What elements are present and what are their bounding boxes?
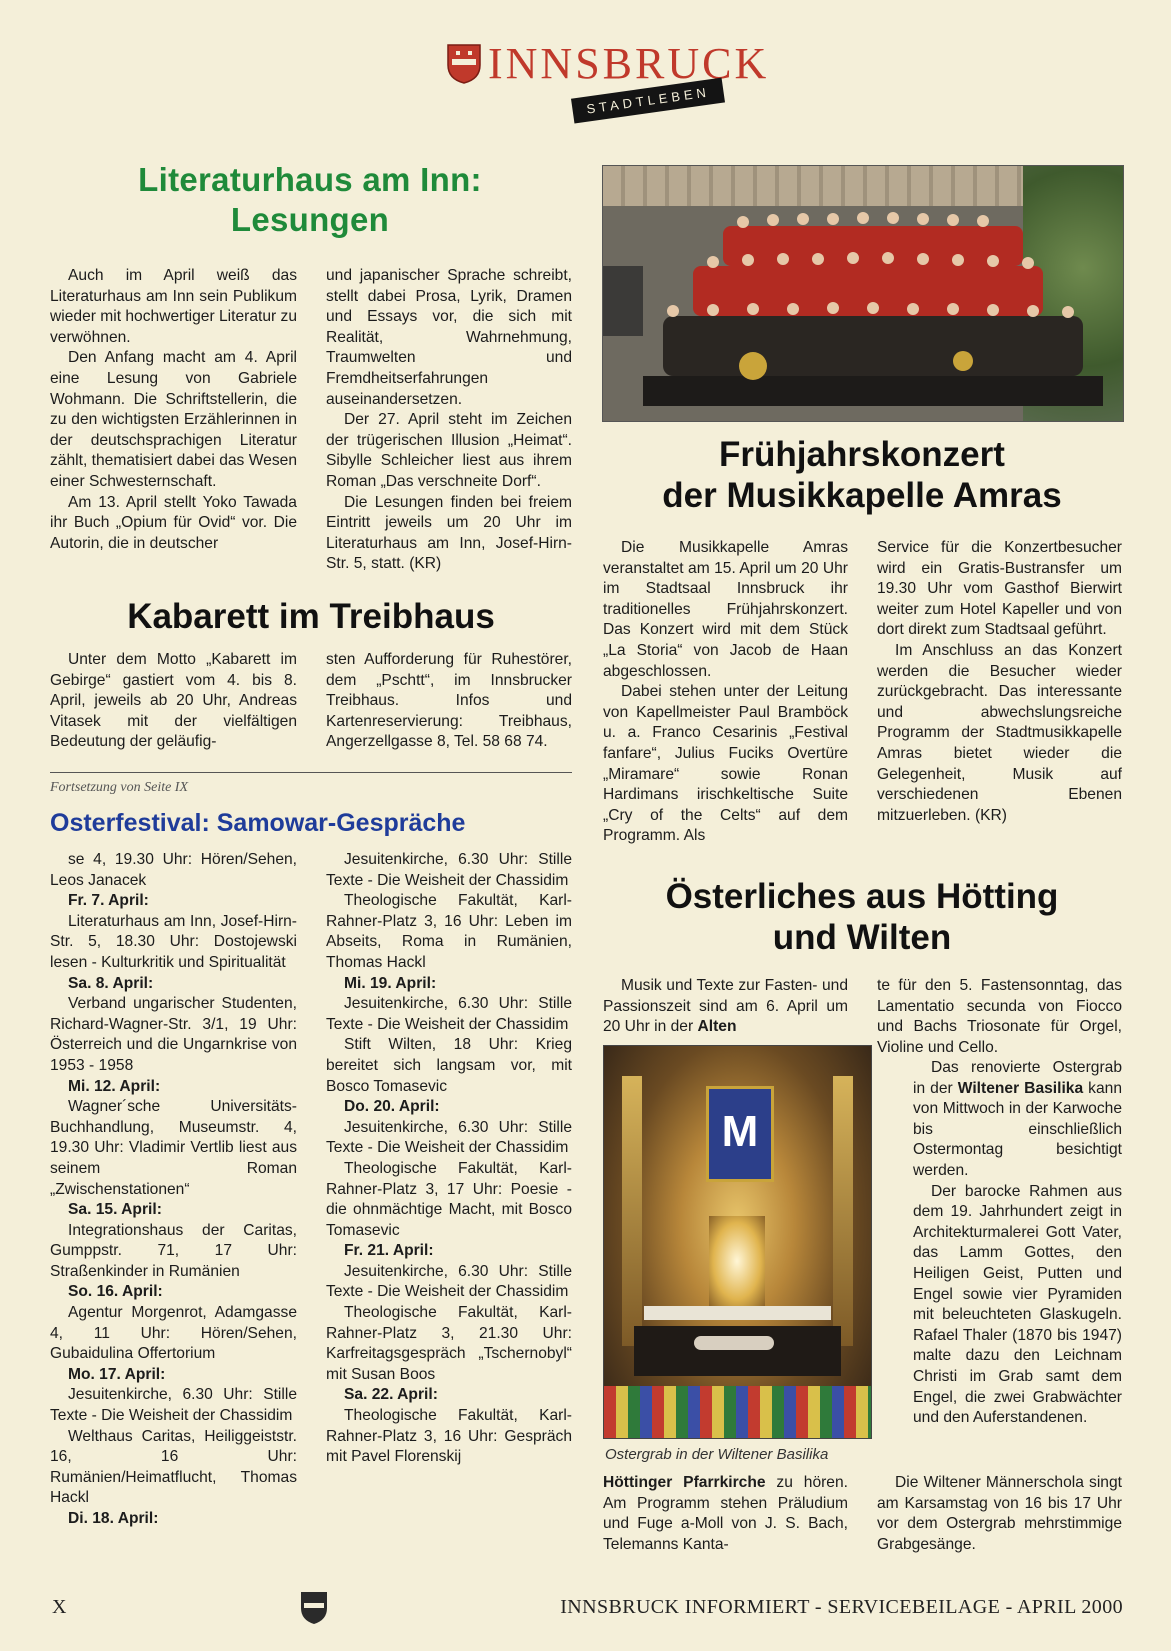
event-entry: Integrationshaus der Caritas, Gumppstr. 71, 17 Uhr: Straßenkinder in Rumänien	[50, 1221, 297, 1280]
event-entry: Stift Wilten, 18 Uhr: Krieg bereitet sich langsam vor, mit Bosco Tomasevic	[326, 1036, 572, 1095]
paragraph: Der 27. April steht im Zeichen der trügerischen Illusion „Heimat“. Sibylle Schleicher liest aus ihrem Roman „Das verschneite Dorf“.	[326, 411, 572, 490]
oster-title-line2: und Wilten	[772, 918, 952, 957]
event-date: Mi. 12. April:	[68, 1077, 161, 1095]
oster-title	[602, 876, 1122, 958]
paragraph: Die Musikkapelle Amras veranstaltet am 15. April um 20 Uhr im Stadtsaal Innsbruck ihr traditionelles Frühjahrskonzert. Das Konzert wird mit dem Stück „La Storia“ von Jacob de Haan abgeschlossen.	[603, 539, 848, 680]
fruehjahr-title	[602, 434, 1122, 516]
event-entry: Jesuitenkirche, 6.30 Uhr: Stille Texte - Die Weisheit der Chassidim	[326, 1262, 572, 1301]
literaturhaus-title-line2: Lesungen	[230, 201, 390, 238]
paragraph: Die Wiltener Männerschola singt am Karsamstag von 16 bis 17 Uhr vor dem Ostergrab mehrstimmige Grabgesänge.	[877, 1474, 1122, 1553]
paragraph: Im Anschluss an das Konzert werden die Besucher wieder zurückgebracht. Das interessante und abwechslungsreiche Programm der Stadtmusikkapelle Amras bietet wieder die Gelegenheit, Musik auf verschiedenen Ebenen mitzuerleben. (KR)	[877, 641, 1122, 824]
continued-note: Fortsetzung von Seite IX	[50, 780, 189, 795]
event-entry: Welthaus Caritas, Heiliggeiststr. 16, 16 Uhr: Rumänien/Heimatflucht, Thomas Hackl	[50, 1427, 297, 1507]
brand-title: INNSBRUCK	[488, 39, 770, 88]
literaturhaus-col2	[326, 266, 572, 575]
event-entry: se 4, 19.30 Uhr: Hören/Sehen, Leos Janacek	[50, 851, 297, 889]
stadtleben-ribbon: STADTLEBEN	[571, 78, 725, 124]
event-entry: Theologische Fakultät, Karl-Rahner-Platz 3, 17 Uhr: Poesie - die ohnmächtige Macht, mit Bosco Tomasevic	[326, 1159, 572, 1239]
oster-title-line1: Österliches aus Hötting	[665, 877, 1059, 916]
footer-crest-icon	[299, 1590, 329, 1626]
band-photo	[602, 165, 1124, 422]
section-divider	[50, 772, 572, 773]
osterfestival-col1	[50, 850, 297, 1530]
oster-col2-beside	[913, 1058, 1122, 1429]
literaturhaus-title-line1: Literaturhaus am Inn:	[138, 161, 482, 198]
ostergrab-caption: Ostergrab in der Wiltener Basilika	[605, 1446, 829, 1463]
paragraph: Der barocke Rahmen aus dem 19. Jahrhundert zeigt in Architekturmalerei Gott Vater, das Lamm Gottes, den Heiligen Geist, Putten und Engel sowie vier Pyramiden mit beleuchteten Glaskugeln. Rafael Thaler (1870 bis 1947) malte dazu den Leichnam Christi im Grab samt dem Engel, die zwei Grabwächter und den Auferstandenen.	[913, 1182, 1122, 1427]
after-text: zu hören. Am Programm stehen Präludium und Fuge a-Moll von J. S. Bach, Telemanns Kanta-	[603, 1474, 848, 1553]
event-date: Mi. 19. April:	[344, 974, 437, 992]
paragraph	[603, 976, 848, 1038]
fruehjahr-col1	[603, 538, 848, 847]
page-number: X	[52, 1596, 67, 1618]
paragraph: Auch im April weiß das Literaturhaus am Inn sein Publikum wieder mit hochwertiger Literatur zu verwöhnen.	[50, 267, 298, 346]
oster-col2-top	[877, 976, 1122, 1058]
text: kann von Mittwoch in der Karwoche bis einschließlich Ostermontag besichtigt werden.	[913, 1079, 1122, 1179]
oster-col2-bottom	[877, 1473, 1122, 1555]
event-date: Di. 18. April:	[68, 1510, 159, 1527]
intro-text: Musik und Texte zur Fasten- und Passionszeit sind am 6. April um 20 Uhr in der	[603, 977, 848, 1036]
paragraph: sten Aufforderung für Ruhestörer, dem „Pschtt“, im Innsbrucker Treibhaus. Infos und Kartenreservierung: Treibhaus, Angerzellgasse 8, Tel. 58 68 74.	[326, 651, 572, 751]
event-entry: Theologische Fakultät, Karl-Rahner-Platz 3, 21.30 Uhr: Karfreitagsgespräch „Tschernobyl“ mit Susan Boos	[326, 1304, 572, 1383]
band-members-graphic	[603, 186, 1123, 421]
banner-m-icon: M	[706, 1086, 774, 1182]
ostergrab-photo	[603, 1045, 872, 1439]
event-date: Sa. 22. April:	[344, 1386, 438, 1404]
event-entry: Jesuitenkirche, 6.30 Uhr: Stille Texte - Die Weisheit der Chassidim	[326, 1118, 572, 1157]
event-date: Sa. 15. April:	[68, 1201, 162, 1219]
footer-text: INNSBRUCK INFORMIERT - SERVICEBEILAGE - APRIL 2000	[560, 1596, 1123, 1618]
event-date: Fr. 21. April:	[344, 1242, 434, 1260]
event-entry: Verband ungarischer Studenten, Richard-Wagner-Str. 3/1, 19 Uhr: Österreich und die Ungarnkrise von 1953 - 1958	[50, 995, 297, 1074]
event-date: Do. 20. April:	[344, 1098, 440, 1116]
paragraph	[603, 1473, 848, 1555]
event-entry: Wagner´sche Universitäts-Buchhandlung, Museumstr. 4, 19.30 Uhr: Vladimir Vertlib liest aus seinem Roman „Zwischenstationen“	[50, 1098, 297, 1198]
kabarett-col1	[50, 650, 297, 753]
event-entry: Theologische Fakultät, Karl-Rahner-Platz 3, 16 Uhr: Gespräch mit Pavel Florenskij	[326, 1407, 572, 1466]
oster-col1-intro	[603, 976, 848, 1038]
osterfestival-col2	[326, 850, 572, 1468]
kabarett-col2	[326, 650, 572, 753]
event-entry: Jesuitenkirche, 6.30 Uhr: Stille Texte - Die Weisheit der Chassidim	[326, 995, 572, 1033]
osterfestival-title: Osterfestival: Samowar-Gespräche	[50, 809, 466, 837]
church-name: Höttinger Pfarrkirche	[603, 1474, 766, 1491]
paragraph: te für den 5. Fastensonntag, das Lamentatio secunda von Fiocco und Bachs Triosonate für Orgel, Violine und Cello.	[877, 977, 1122, 1056]
paragraph: Dabei stehen unter der Leitung von Kapellmeister Paul Bramböck u. a. Franco Cesarinis „Festival fanfare“, Julius Fuciks Overtüre „Miramare“ sowie Ronan Hardimans irischkeltische Suite „Cry of the Celts“ auf dem Programm. Als	[603, 683, 848, 845]
paragraph: Unter dem Motto „Kabarett im Gebirge“ gastiert vom 4. bis 8. April, jeweils ab 20 Uhr, Andreas Vitasek mit der vielfältigen Bedeutung der geläufig-	[50, 651, 297, 751]
city-crest-icon	[446, 43, 482, 85]
oster-col1-after	[603, 1473, 848, 1555]
paragraph	[913, 1058, 1122, 1182]
fruehjahr-title-line1: Frühjahrskonzert	[719, 435, 1005, 474]
fruehjahr-title-line2: der Musikkapelle Amras	[662, 476, 1062, 515]
literaturhaus-title	[60, 160, 560, 240]
paragraph: Service für die Konzertbesucher wird ein Gratis-Bustransfer um 19.30 Uhr vom Gasthof Bierwirt weiter zum Hotel Kapeller und von dort direkt zum Stadtsaal geführt.	[877, 539, 1122, 639]
event-entry: Agentur Morgenrot, Adamgasse 4, 11 Uhr: Hören/Sehen, Gubaidulina Offertorium	[50, 1304, 297, 1363]
literaturhaus-col1	[50, 266, 297, 554]
paragraph: und japanischer Sprache schreibt, stellt dabei Prosa, Lyrik, Dramen und Essays vor, die sich mit Realität, Wahrnehmung, Traumwelten und Fremdheitserfahrungen auseinandersetzen.	[326, 267, 572, 408]
paragraph: Den Anfang macht am 4. April eine Lesung von Gabriele Wohmann. Die Schriftstellerin, die zu den wichtigsten Erzählerinnen in der deutschsprachigen Literatur zählt, thematisiert dabei das Wesen einer Schwesternschaft.	[50, 349, 297, 490]
event-entry: Theologische Fakultät, Karl-Rahner-Platz 3, 16 Uhr: Leben im Abseits, Roma in Rumänien, Thomas Hackl	[326, 892, 572, 971]
event-entry: Jesuitenkirche, 6.30 Uhr: Stille Texte - Die Weisheit der Chassidim	[326, 851, 572, 889]
text: Das renovierte Ostergrab in der	[913, 1059, 1122, 1097]
event-date: So. 16. April:	[68, 1283, 163, 1301]
paragraph: Die Lesungen finden bei freiem Eintritt jeweils um 20 Uhr im Literaturhaus am Inn, Josef-Hirn-Str. 5, statt. (KR)	[326, 493, 572, 573]
kabarett-title: Kabarett im Treibhaus	[127, 597, 495, 636]
basilika-name: Wiltener Basilika	[957, 1079, 1084, 1097]
fruehjahr-col2	[877, 538, 1122, 826]
masthead	[446, 38, 770, 122]
event-entry: Jesuitenkirche, 6.30 Uhr: Stille Texte - Die Weisheit der Chassidim	[50, 1386, 297, 1425]
event-entry: Literaturhaus am Inn, Josef-Hirn-Str. 5, 18.30 Uhr: Dostojewski lesen - Kulturkritik und Spiritualität	[50, 912, 297, 971]
event-date: Sa. 8. April:	[68, 974, 154, 992]
paragraph: Am 13. April stellt Yoko Tawada ihr Buch „Opium für Ovid“ vor. Die Autorin, die in deutscher	[50, 493, 297, 552]
event-date: Mo. 17. April:	[68, 1365, 166, 1383]
event-date: Fr. 7. April:	[68, 892, 149, 910]
intro-bold: Alten	[697, 1018, 737, 1036]
